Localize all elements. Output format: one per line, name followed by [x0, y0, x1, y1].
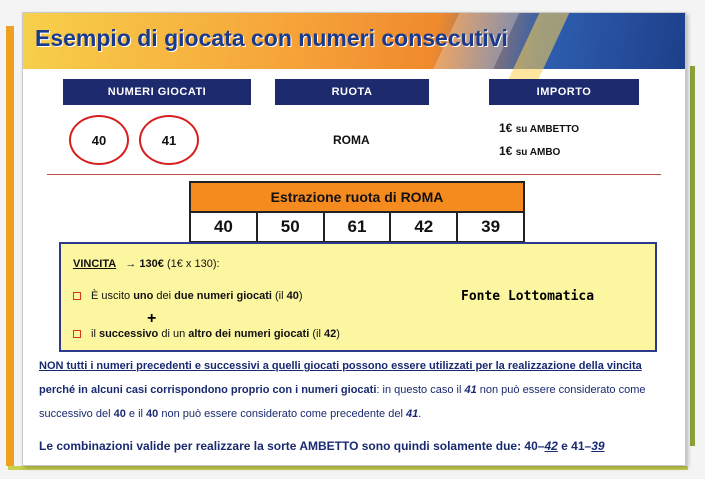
divider-line [47, 174, 661, 175]
conclusion-line [39, 439, 605, 453]
drawn-number: 50 [258, 213, 325, 241]
ruota-value: ROMA [333, 133, 370, 147]
vincita-calc: (1€ x 130): [166, 258, 220, 270]
estrazione-table [189, 181, 525, 243]
text: il [91, 328, 99, 340]
text: È uscito [91, 290, 134, 302]
text: successivo del [39, 408, 114, 420]
frame-edge-bottom [8, 466, 688, 470]
text: non può essere considerato come precedente del [158, 408, 406, 420]
text: ) [298, 290, 303, 302]
text: 42 [323, 328, 337, 340]
note-line-3 [39, 408, 421, 420]
text: e 41– [557, 439, 592, 453]
frame-edge-orange [6, 26, 14, 466]
text: 39 [591, 439, 605, 453]
drawn-number: 61 [325, 213, 392, 241]
estrazione-row [191, 213, 523, 241]
estrazione-title: Estrazione ruota di ROMA [191, 183, 523, 213]
slide-title: Esempio di giocata con numeri consecutivi [35, 25, 508, 51]
plus-sign: + [147, 310, 157, 327]
text: ) [336, 328, 340, 340]
text: non può essere considerato come [476, 384, 646, 396]
importo-ambo [499, 144, 560, 158]
text: e il [125, 408, 147, 420]
text: 42 [544, 439, 558, 453]
drawn-number: 42 [391, 213, 458, 241]
vincita-amount: 130€ [139, 258, 164, 270]
importo-amount: 1€ [499, 121, 513, 135]
text: : in questo caso il [376, 384, 465, 396]
text: (il [271, 290, 287, 302]
text: dei [153, 290, 175, 302]
drawn-number: 39 [481, 217, 501, 236]
frame-edge-green [690, 66, 695, 446]
slide [22, 12, 686, 466]
vincita-label: VINCITA [73, 258, 117, 270]
header-numeri-giocati: NUMERI GIOCATI [63, 79, 251, 105]
played-number-circle [139, 115, 199, 165]
text: 40 [286, 290, 299, 302]
square-bullet-icon [73, 330, 81, 338]
text: successivo [98, 328, 159, 340]
text: Le combinazioni valide per realizzare la sorte AMBETTO sono quindi solamente due: 40– [39, 439, 545, 453]
importo-type: su AMBO [515, 147, 561, 158]
text: 40 [146, 408, 159, 420]
played-number: 41 [161, 132, 177, 148]
played-number: 40 [91, 132, 107, 148]
text: perché in alcuni casi corrispondono proprio con i numeri giocati [39, 384, 377, 396]
vincita-box [59, 242, 657, 352]
title-banner [23, 13, 685, 69]
importo-type: su AMBETTO [515, 124, 580, 135]
text: 41 [464, 384, 477, 396]
vincita-bullet-1 [73, 290, 303, 302]
vincita-line [73, 258, 220, 270]
text: (il [309, 328, 324, 340]
source-label: Fonte Lottomatica [461, 289, 595, 304]
text: due numeri giocati [174, 290, 272, 302]
arrow-icon: → [125, 258, 137, 270]
importo-amount: 1€ [499, 144, 513, 158]
importo-ambetto [499, 121, 579, 135]
text: 40 [113, 408, 126, 420]
drawn-number: 40 [191, 213, 258, 241]
vincita-bullet-2 [73, 328, 340, 340]
text: NON tutti i numeri precedenti e successivi a quelli giocati possono essere utilizzati per la realizzazione della vincita [39, 360, 642, 372]
header-importo: IMPORTO [489, 79, 639, 105]
text: uno [133, 290, 154, 302]
note-line-1 [39, 360, 642, 372]
text: di un [158, 328, 189, 340]
text: 41 [405, 408, 419, 420]
header-ruota: RUOTA [275, 79, 429, 105]
note-line-2 [39, 384, 645, 396]
played-number-circle [69, 115, 129, 165]
text: altro dei numeri giocati [188, 328, 310, 340]
square-bullet-icon [73, 292, 81, 300]
text: . [418, 408, 422, 420]
